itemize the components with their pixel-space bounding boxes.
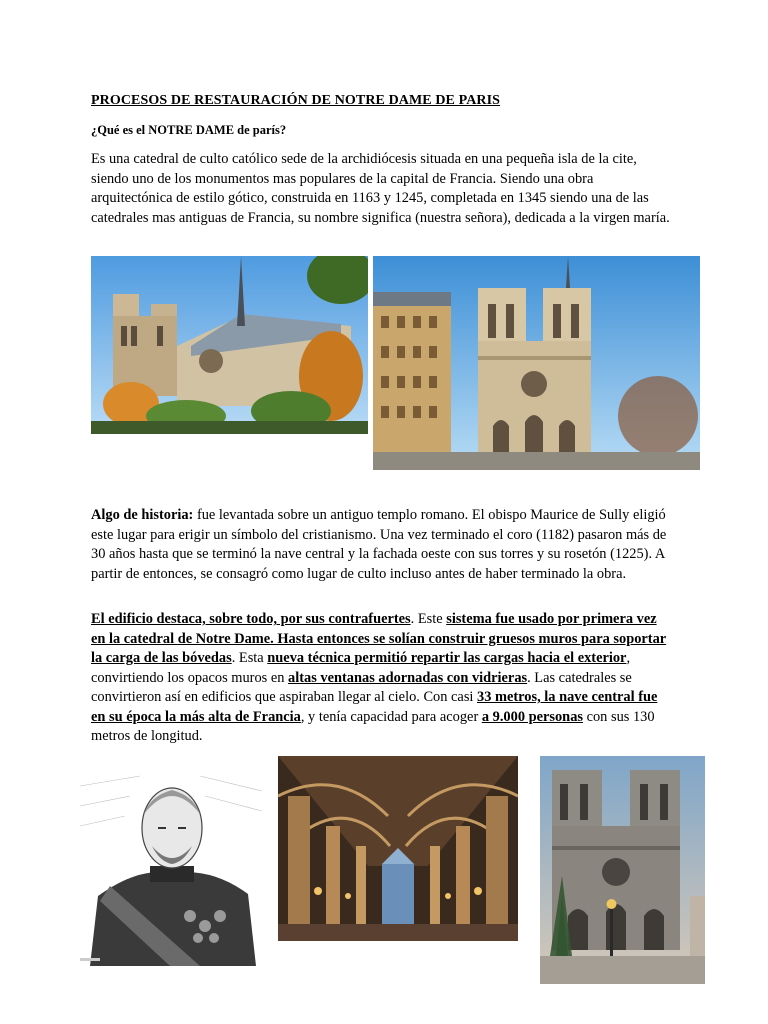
building-highlight-5: 33 metros, la nave central fue en su época la más alta de Francia [91,689,658,725]
building-highlight-1: El edificio destaca, sobre todo, por sus contrafuertes [91,611,411,627]
history-text: fue levantada sobre un antiguo templo romano. El obispo Maurice de Sully eligió este lugar para erigir un símbolo del cristianismo. Una vez terminado el coro (1182) pasaron más de 30 años hasta que se terminó la nave central y la fachada oeste con sus torres y su rosetón (1225). A partir de entonces, se consagró como lugar de culto incluso antes de haber terminado la obra. [91,507,667,582]
building-highlight-3: nueva técnica permitió repartir las cargas hacia el exterior [267,650,627,666]
history-label: Algo de historia: [91,507,194,523]
cathedral-side-photo [91,256,368,434]
building-highlight-2: sistema fue usado por primera vez en la catedral de Notre Dame. Hasta entonces se solían construir gruesos muros para soportar la carga de las bóvedas [91,611,667,666]
building-highlight-6: a 9.000 personas [481,708,583,725]
building-text-3: , convirtiendo los opacos muros en [91,650,631,686]
building-text-1: . Este [410,611,447,627]
building-text-4: . Las catedrales se convirtieron así en edificios que aspiraban llegar al cielo. Con casi [91,669,632,705]
history-paragraph [91,506,671,584]
building-text-2: . Esta [231,650,268,666]
section-subtitle: ¿Qué es el NOTRE DAME de parís? [91,123,287,137]
portrait-engraving [80,766,262,966]
cathedral-interior-photo [278,756,518,941]
building-text-5: , y tenía capacidad para acoger [300,708,482,725]
cathedral-facade-dusk-photo [540,756,705,984]
cathedral-front-photo [373,256,700,470]
building-paragraph [91,610,671,747]
building-text-6: con sus 130 metros de longitud. [91,708,655,744]
building-highlight-4: altas ventanas adornadas con vidrieras [288,669,528,686]
document-title: PROCESOS DE RESTAURACIÓN DE NOTRE DAME DE PARIS [91,93,501,108]
intro-paragraph: Es una catedral de culto católico sede de la archidiócesis situada en una pequeña isla de la cite, siendo uno de los monumentos mas populares de la capital de Francia. Siendo una obra arquitectónica de estilo gótico, construida en 1163 y 1245, completada en 1345 siendo una de las catedrales mas antiguas de Francia, su nombre significa (nuestra señora), dedicada a la virgen maría. [91,151,670,226]
